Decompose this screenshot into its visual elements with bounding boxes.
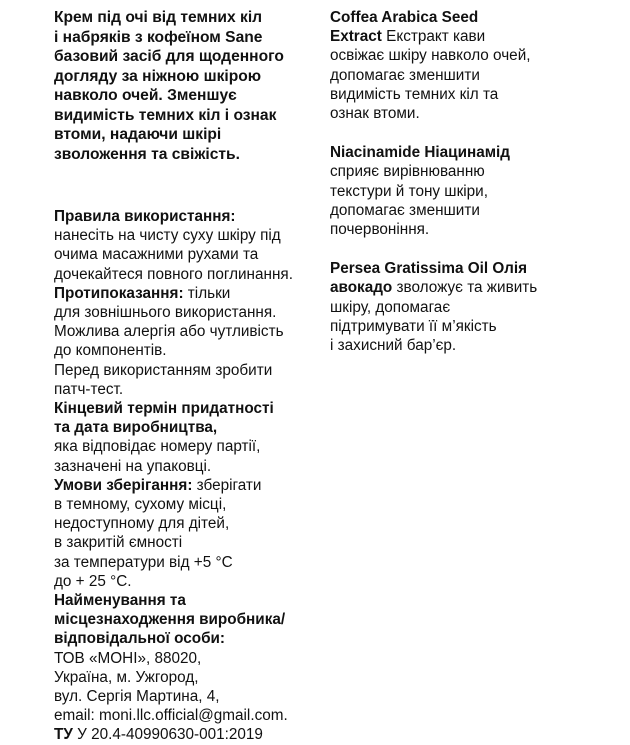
- manufacturer-heading: відповідальної особи:: [54, 630, 226, 648]
- storage-text: зберігати: [192, 476, 262, 494]
- expiry-heading: Кінцевий термін придатності: [54, 400, 274, 418]
- ingredient-title: Coffea Arabica Seed: [330, 9, 479, 26]
- expiry-section: [54, 399, 316, 476]
- contraindications-line: Перед використанням зробити: [54, 361, 273, 379]
- ingredient-coffee: [330, 8, 580, 123]
- ingredient-line: підтримувати її м’якість: [330, 317, 497, 335]
- contraindications-heading: Протипоказання:: [54, 284, 184, 302]
- contraindications-line: для зовнішнього використання.: [54, 304, 277, 322]
- contraindications-line: патч-тест.: [54, 380, 124, 398]
- contraindications-text: тільки: [183, 284, 231, 302]
- ingredient-line: ознак втоми.: [330, 105, 420, 123]
- storage-line: в закритій ємності: [54, 534, 183, 552]
- manufacturer-heading: Найменування та: [54, 592, 186, 610]
- manufacturer-line: ТОВ «МОНІ», 88020,: [54, 649, 202, 667]
- usage-line: дочекайтеся повного поглинання.: [54, 265, 293, 283]
- expiry-line: зазначені на упаковці.: [54, 457, 212, 475]
- description-line: видимість темних кіл і ознак: [54, 106, 277, 124]
- ingredient-avocado: [330, 259, 580, 355]
- manufacturer-email: email: moni.llc.official@gmail.com.: [54, 707, 288, 725]
- storage-line: недоступному для дітей,: [54, 515, 230, 533]
- right-column: [330, 8, 580, 375]
- tu-label: ТУ: [54, 726, 73, 744]
- ingredient-line: сприяє вирівнюванню: [330, 163, 485, 181]
- left-column: [54, 8, 316, 745]
- usage-line: очима масажними рухами та: [54, 246, 259, 264]
- usage-line: нанесіть на чисту суху шкіру під: [54, 227, 281, 245]
- ingredient-line: освіжає шкіру навколо очей,: [330, 47, 531, 65]
- expiry-line: яка відповідає номеру партії,: [54, 438, 261, 456]
- ingredient-title: Niacinamide Ніацинамід: [330, 144, 510, 162]
- manufacturer-line: вул. Сергія Мартина, 4,: [54, 688, 220, 706]
- description-line: навколо очей. Зменшує: [54, 87, 237, 104]
- ingredient-line: допомагає зменшити: [330, 66, 480, 84]
- ingredient-niacinamide: [330, 143, 580, 239]
- usage-section: [54, 207, 316, 284]
- storage-line: до + 25 °С.: [54, 572, 132, 590]
- manufacturer-section: [54, 591, 316, 745]
- tu-value: У 20.4-40990630-001:2019: [72, 726, 263, 744]
- contraindications-line: Можлива алергія або чутливість: [54, 323, 284, 341]
- description-line: Крем під очі від темних кіл: [54, 9, 263, 26]
- ingredient-title: Extract: [330, 28, 382, 46]
- storage-line: в темному, сухому місці,: [54, 496, 227, 514]
- ingredient-line: шкіру, допомагає: [330, 298, 451, 316]
- description-line: зволоження та свіжість.: [54, 145, 240, 163]
- description-line: догляду за ніжною шкірою: [54, 67, 262, 85]
- storage-heading: Умови зберігання:: [54, 476, 193, 494]
- manufacturer-line: Україна, м. Ужгород,: [54, 668, 199, 686]
- ingredient-line: почервоніння.: [330, 221, 430, 239]
- ingredient-title-tail: Екстракт кави: [381, 28, 486, 46]
- ingredient-text: зволожує та живить: [392, 279, 538, 297]
- contraindications-line: до компонентів.: [54, 342, 167, 360]
- description-line: втоми, надаючи шкірі: [54, 126, 222, 143]
- expiry-heading: та дата виробництва,: [54, 419, 218, 437]
- ingredient-line: і захисний бар’єр.: [330, 337, 457, 355]
- ingredient-line: видимість темних кіл та: [330, 85, 499, 103]
- product-description: [54, 8, 316, 164]
- manufacturer-heading: місцезнаходження виробника/: [54, 611, 286, 629]
- description-line: базовий засіб для щоденного: [54, 48, 284, 65]
- ingredient-title: Persea Gratissima Oil Олія: [330, 260, 527, 278]
- storage-line: за температури від +5 °С: [54, 553, 233, 571]
- description-line: і набряків з кофеїном Sane: [54, 28, 263, 46]
- contraindications-section: [54, 284, 316, 399]
- ingredient-line: допомагає зменшити: [330, 201, 480, 219]
- storage-section: [54, 476, 316, 591]
- usage-heading: Правила використання:: [54, 208, 236, 225]
- ingredient-line: текстури й тону шкіри,: [330, 182, 488, 200]
- ingredient-title-tail: авокадо: [330, 279, 393, 297]
